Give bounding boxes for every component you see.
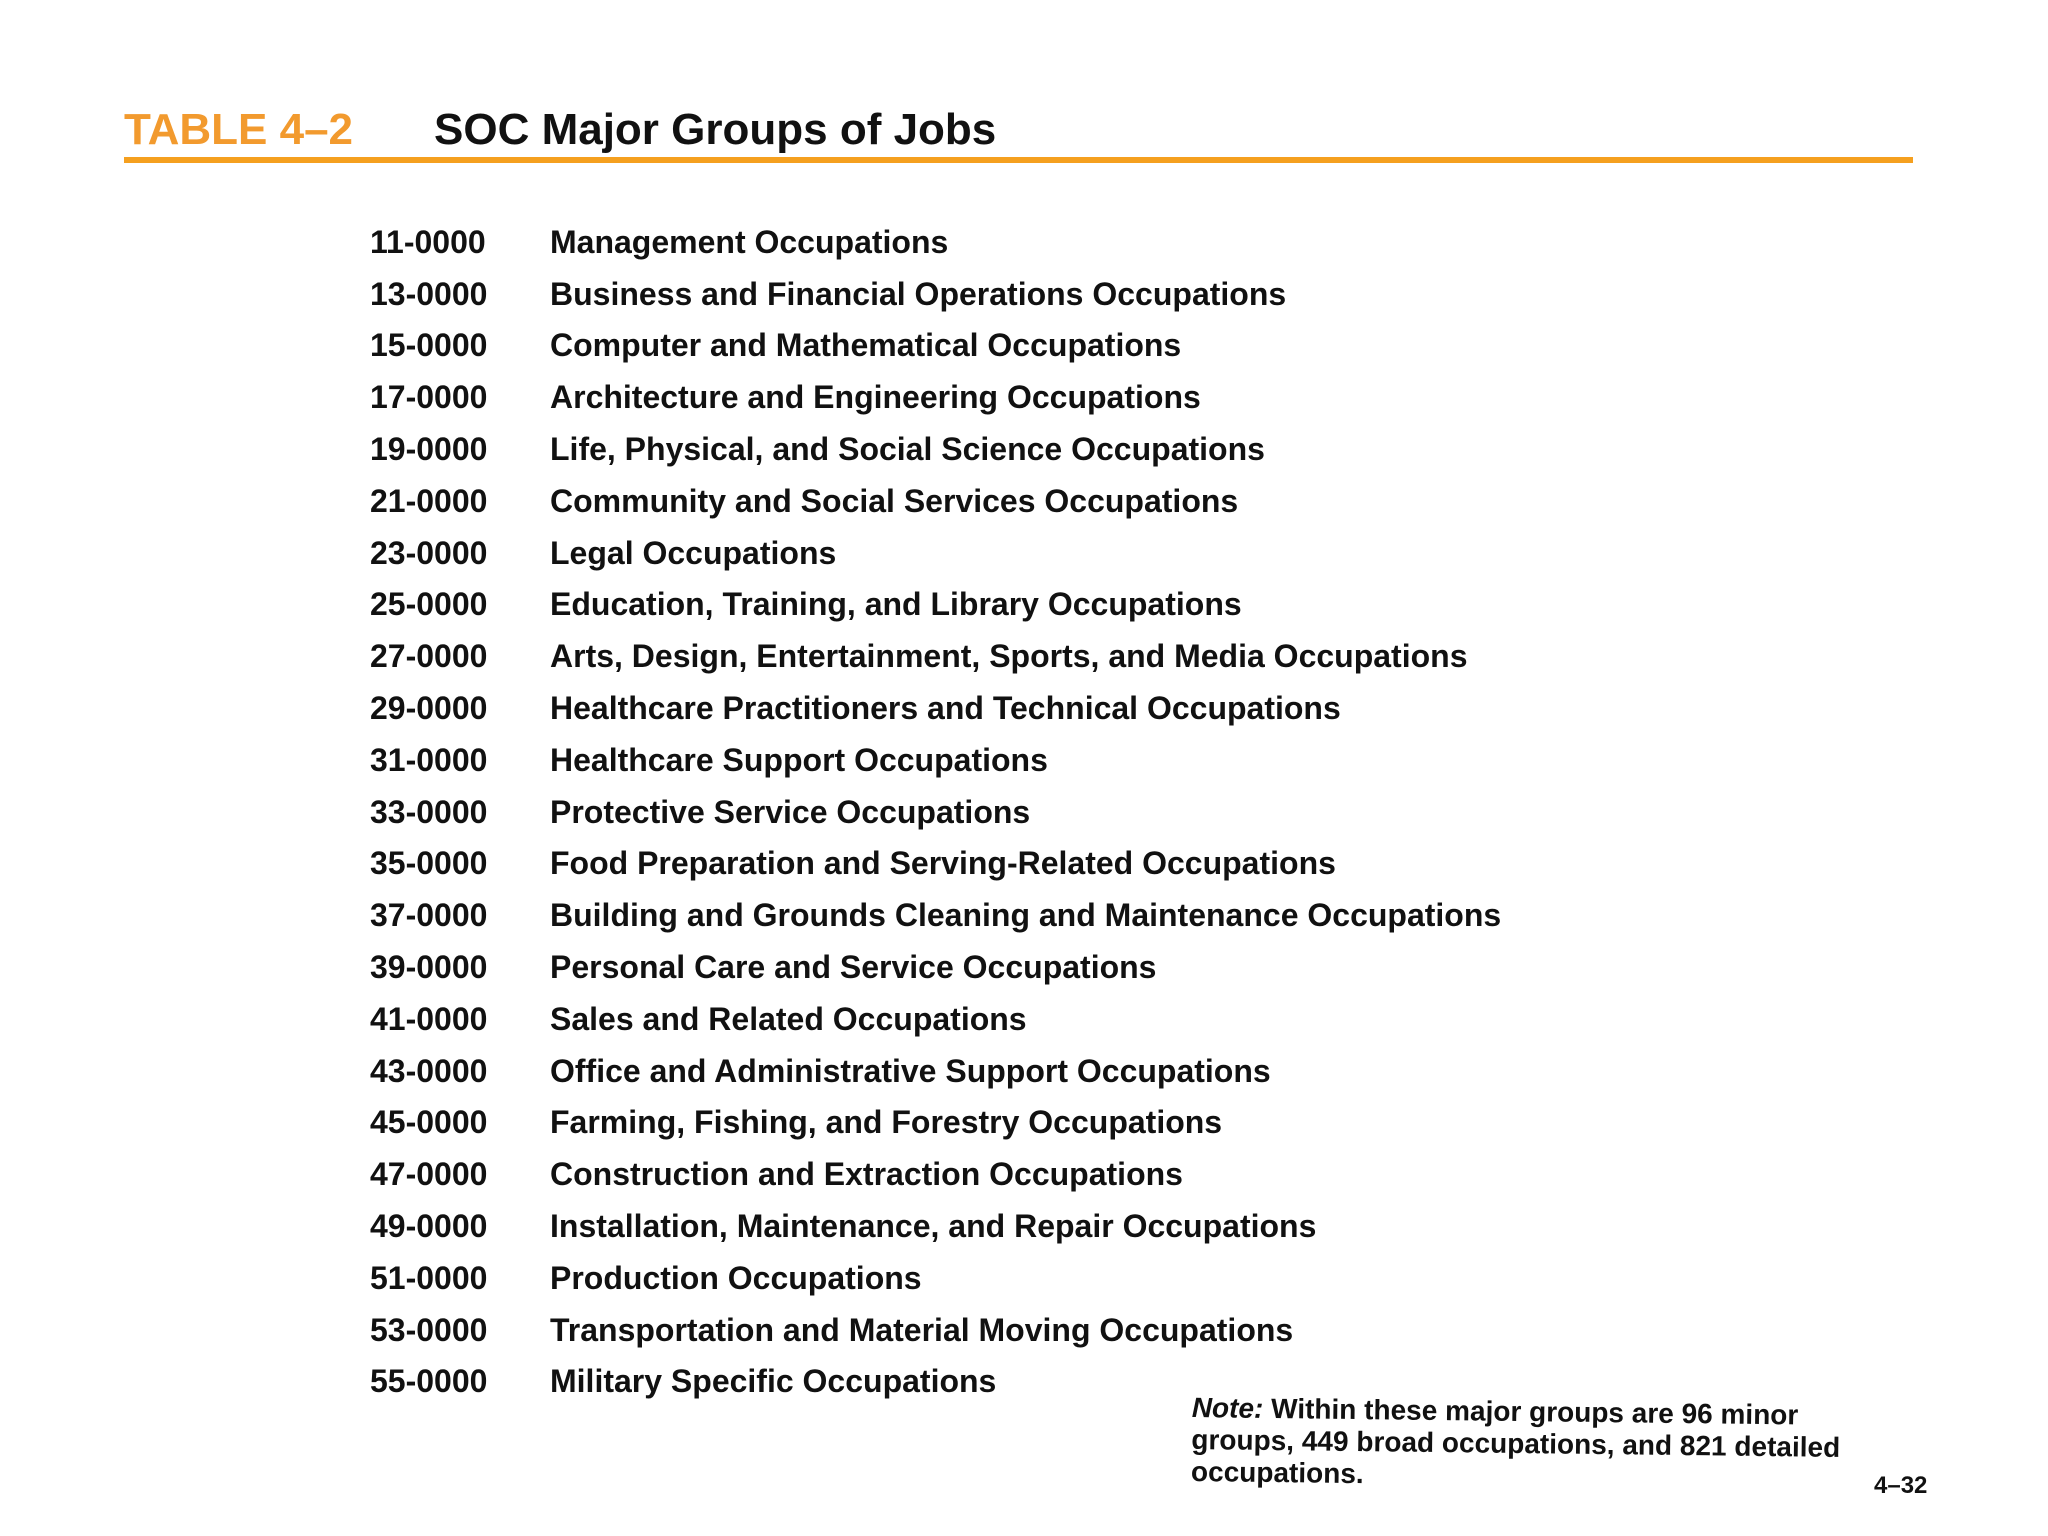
- group-name: Production Occupations: [550, 1259, 922, 1296]
- group-code: 53-0000: [370, 1311, 488, 1348]
- list-item: [370, 268, 1670, 320]
- group-code: 39-0000: [370, 949, 488, 986]
- list-item: [370, 1200, 1670, 1252]
- group-code: 35-0000: [370, 845, 488, 882]
- group-name: Building and Grounds Cleaning and Maintenance Occupations: [550, 897, 1502, 934]
- list-item: [370, 1304, 1670, 1356]
- group-name: Military Specific Occupations: [550, 1363, 997, 1400]
- table-note: [1191, 1392, 1872, 1496]
- group-code: 31-0000: [370, 741, 488, 778]
- list-item: [370, 993, 1670, 1045]
- group-code: 17-0000: [370, 379, 488, 416]
- group-name: Office and Administrative Support Occupations: [550, 1052, 1271, 1089]
- table-title: SOC Major Groups of Jobs: [434, 105, 997, 154]
- group-name: Education, Training, and Library Occupations: [550, 586, 1242, 623]
- group-name: Personal Care and Service Occupations: [550, 949, 1157, 986]
- group-name: Architecture and Engineering Occupations: [550, 379, 1201, 416]
- group-code: 37-0000: [370, 897, 488, 934]
- group-code: 29-0000: [370, 690, 488, 727]
- group-name: Community and Social Services Occupations: [550, 482, 1239, 519]
- group-code: 11-0000: [370, 223, 486, 260]
- list-item: [370, 682, 1670, 734]
- group-code: 51-0000: [370, 1259, 488, 1296]
- list-item: [370, 941, 1670, 993]
- list-item: [370, 475, 1670, 527]
- group-name: Installation, Maintenance, and Repair Occupations: [550, 1208, 1317, 1245]
- group-code: 23-0000: [370, 534, 488, 571]
- group-code: 27-0000: [370, 638, 488, 675]
- group-name: Business and Financial Operations Occupations: [550, 275, 1287, 312]
- group-code: 49-0000: [370, 1208, 488, 1245]
- list-item: [370, 320, 1670, 372]
- group-name: Computer and Mathematical Occupations: [550, 327, 1182, 364]
- group-name: Life, Physical, and Social Science Occupations: [550, 431, 1265, 468]
- table-label: TABLE 4–2: [124, 105, 354, 154]
- group-code: 15-0000: [370, 327, 488, 364]
- group-code: 41-0000: [370, 1000, 488, 1037]
- group-name: Farming, Fishing, and Forestry Occupations: [550, 1104, 1223, 1141]
- group-name: Legal Occupations: [550, 534, 837, 571]
- group-code: 47-0000: [370, 1156, 488, 1193]
- group-code: 21-0000: [370, 482, 488, 519]
- list-item: [370, 1097, 1670, 1149]
- list-item: [370, 1148, 1670, 1200]
- list-item: [370, 1045, 1670, 1097]
- list-item: [370, 889, 1670, 941]
- list-item: [370, 579, 1670, 631]
- group-name: Food Preparation and Serving-Related Occupations: [550, 845, 1336, 882]
- group-code: 55-0000: [370, 1363, 488, 1400]
- table-header: [124, 96, 1912, 164]
- group-name: Healthcare Practitioners and Technical Occupations: [550, 690, 1341, 727]
- group-name: Sales and Related Occupations: [550, 1000, 1027, 1037]
- list-item: [370, 216, 1670, 268]
- group-name: Construction and Extraction Occupations: [550, 1156, 1183, 1193]
- group-code: 13-0000: [370, 275, 488, 312]
- group-code: 25-0000: [370, 586, 488, 623]
- list-item: [370, 1252, 1670, 1304]
- page-number: 4–32: [1874, 1472, 1928, 1499]
- list-item: [370, 527, 1670, 579]
- list-item: [370, 786, 1670, 838]
- list-item: [370, 371, 1670, 423]
- group-code: 45-0000: [370, 1104, 488, 1141]
- group-name: Management Occupations: [550, 223, 949, 260]
- list-item: [370, 838, 1670, 890]
- list-item: [370, 423, 1670, 475]
- list-item: [370, 630, 1670, 682]
- group-name: Arts, Design, Entertainment, Sports, and Media Occupations: [550, 638, 1468, 675]
- note-label: Note:: [1191, 1392, 1264, 1424]
- group-code: 33-0000: [370, 793, 488, 830]
- note-text: Within these major groups are 96 minor groups, 449 broad occupations, and 821 detailed occupations.: [1190, 1392, 1841, 1490]
- list-item: [370, 734, 1670, 786]
- group-name: Healthcare Support Occupations: [550, 741, 1048, 778]
- group-code: 19-0000: [370, 431, 488, 468]
- soc-group-list: [370, 216, 1670, 1407]
- group-name: Transportation and Material Moving Occupations: [550, 1311, 1294, 1348]
- group-code: 43-0000: [370, 1052, 488, 1089]
- header-rule: [124, 157, 1913, 163]
- group-name: Protective Service Occupations: [550, 793, 1031, 830]
